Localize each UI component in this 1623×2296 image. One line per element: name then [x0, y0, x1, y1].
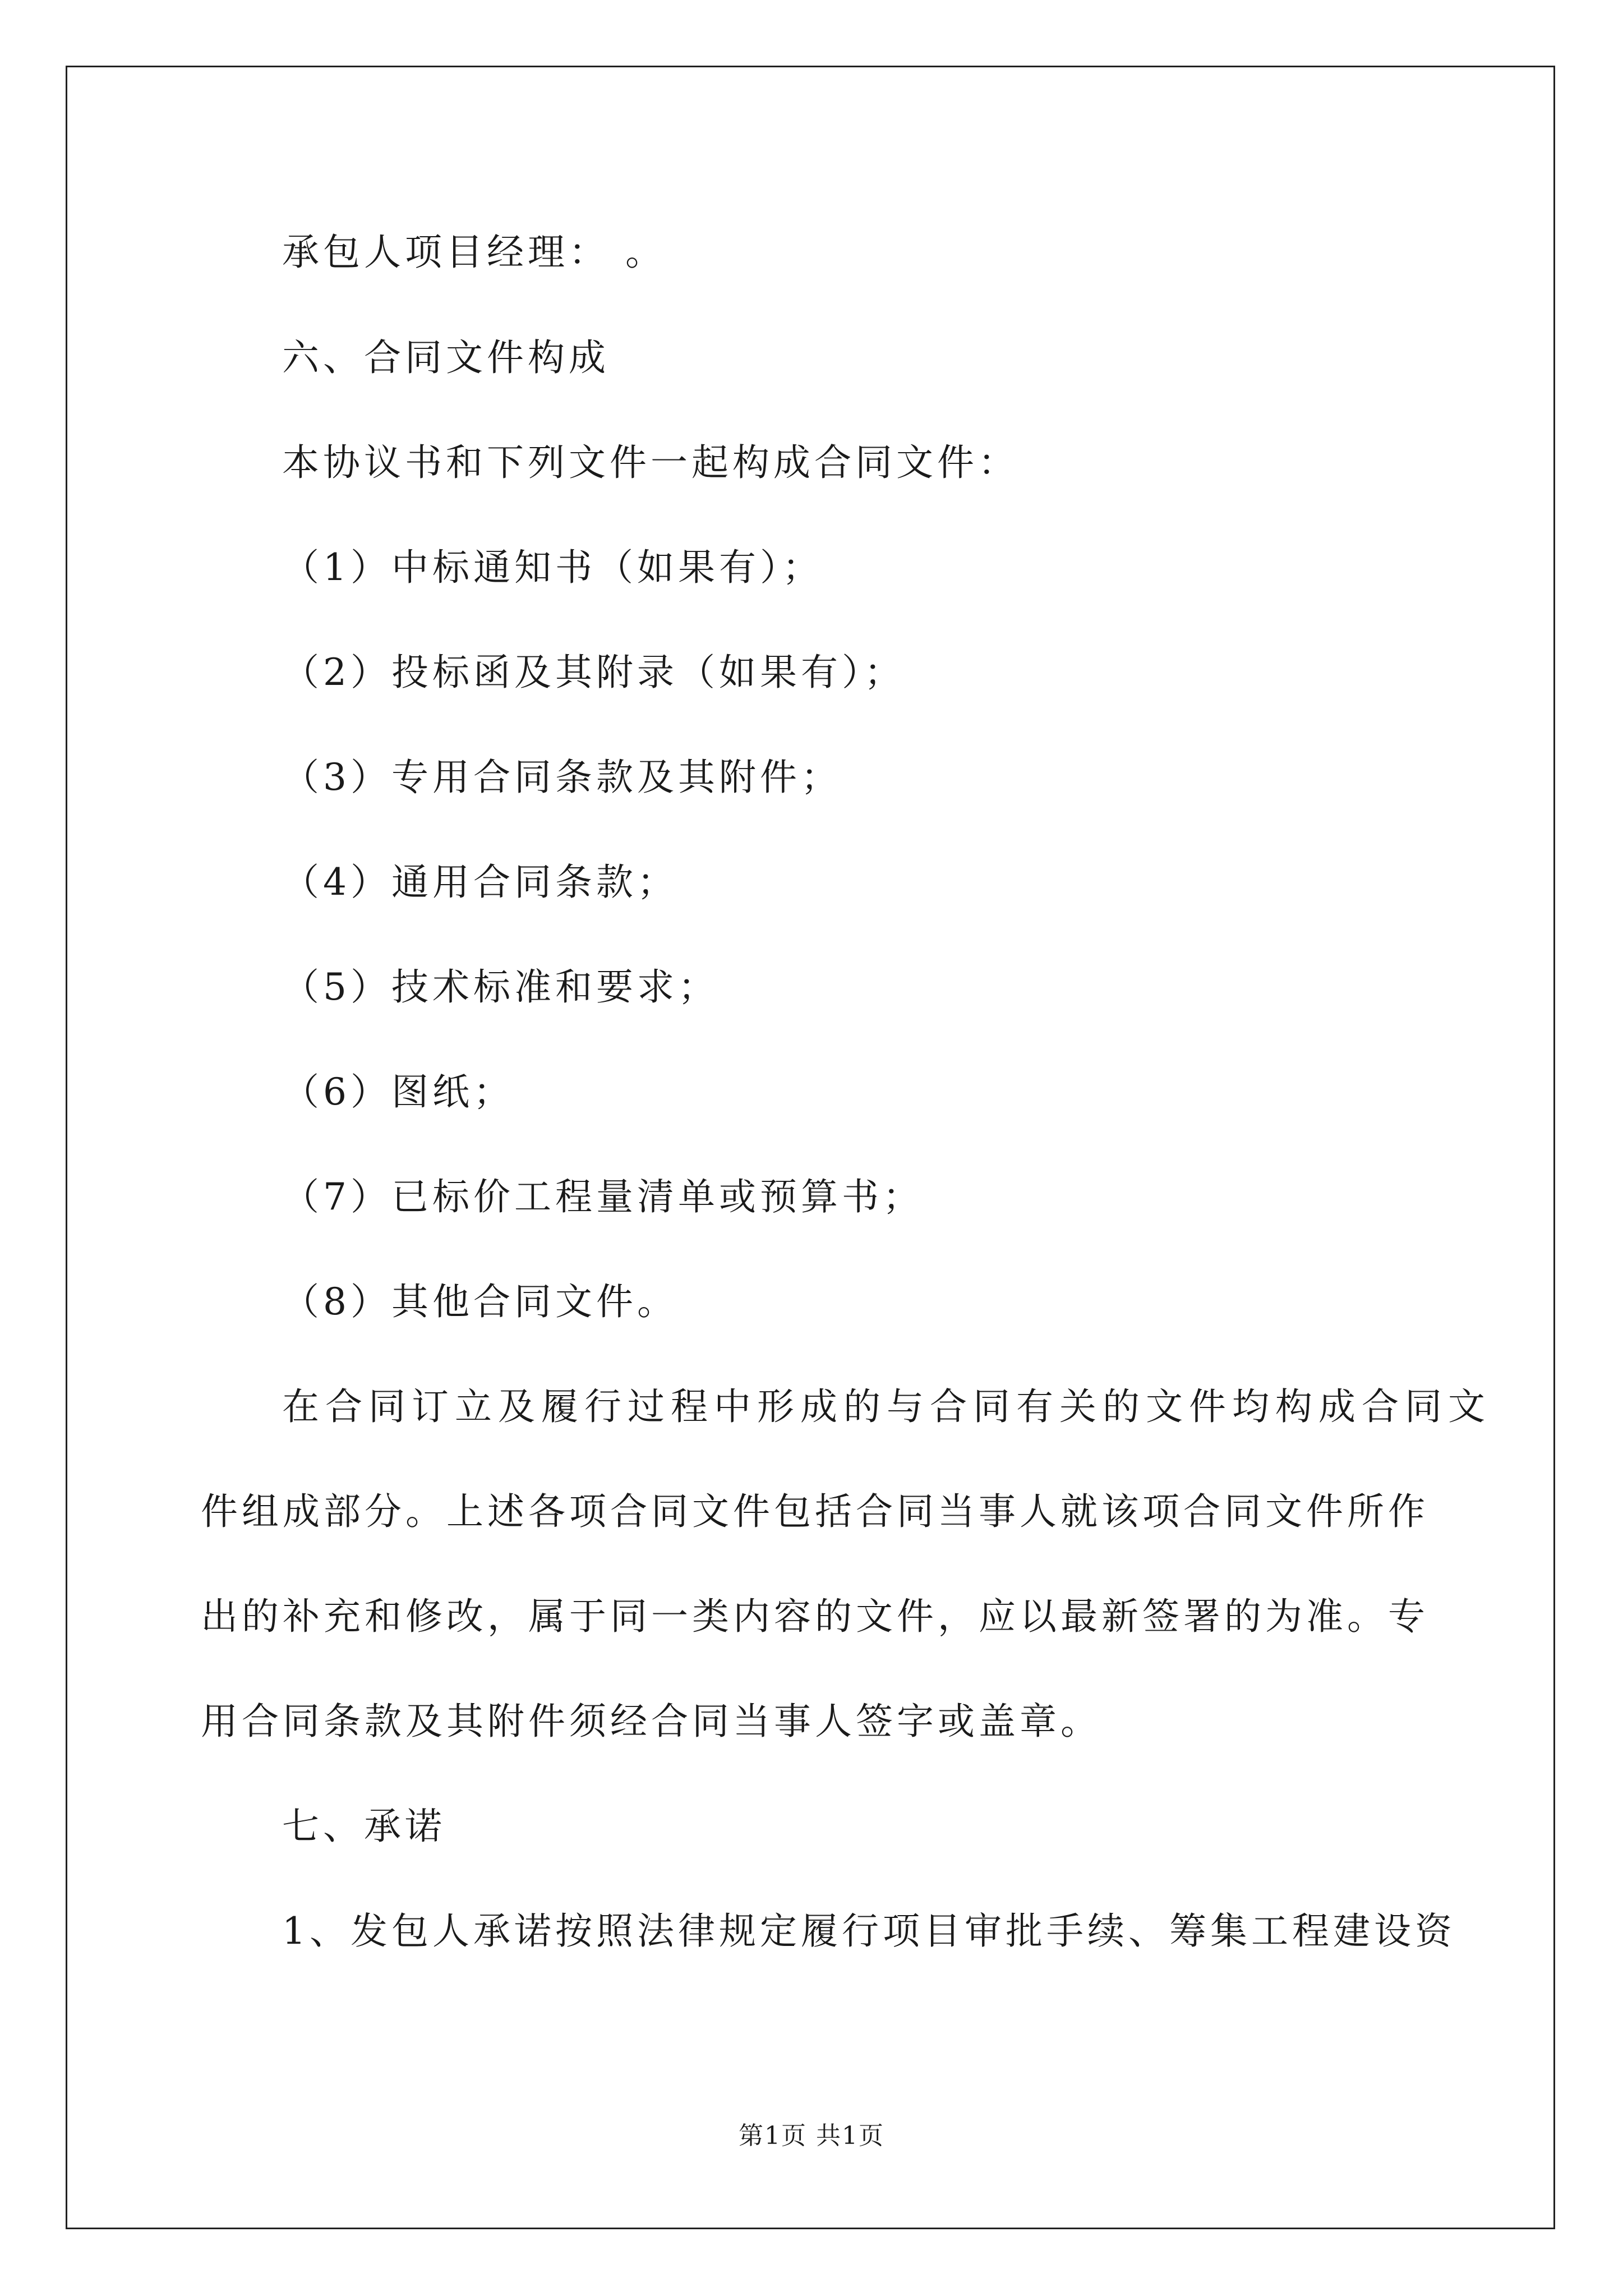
list-item-6: （6）图纸； — [282, 1070, 514, 1114]
list-item-3: （3）专用合同条款及其附件； — [282, 756, 842, 799]
section-heading-6: 六、合同文件构成 — [282, 336, 610, 379]
paragraph-line-3: 出的补充和修改，属于同一类内容的文件，应以最新签署的为准。专 — [201, 1595, 1429, 1638]
paragraph-line-2: 件组成部分。上述各项合同文件包括合同当事人就该项合同文件所作 — [201, 1490, 1429, 1533]
page-number-footer: 第1页 共1页 — [739, 2122, 884, 2150]
list-item-8: （8）其他合同文件。 — [282, 1280, 678, 1323]
page-border — [66, 66, 1555, 2229]
list-item-2: （2）投标函及其附录（如果有）； — [282, 651, 905, 694]
list-item-1: （1）中标通知书（如果有）； — [282, 546, 823, 589]
list-item-4: （4）通用合同条款； — [282, 861, 678, 904]
list-item-5: （5）技术标准和要求； — [282, 965, 719, 1009]
section-heading-7: 七、承诺 — [282, 1805, 446, 1848]
contractor-manager-line: 承包人项目经理： 。 — [282, 231, 666, 274]
commitment-line-1: 1、发包人承诺按照法律规定履行项目审批手续、筹集工程建设资 — [282, 1910, 1456, 1953]
list-item-7: （7）已标价工程量清单或预算书； — [282, 1175, 924, 1218]
paragraph-intro: 本协议书和下列文件一起构成合同文件： — [282, 441, 1019, 484]
paragraph-line-4: 用合同条款及其附件须经合同当事人签字或盖章。 — [201, 1700, 1101, 1743]
paragraph-line-1: 在合同订立及履行过程中形成的与合同有关的文件均构成合同文 — [282, 1385, 1491, 1428]
